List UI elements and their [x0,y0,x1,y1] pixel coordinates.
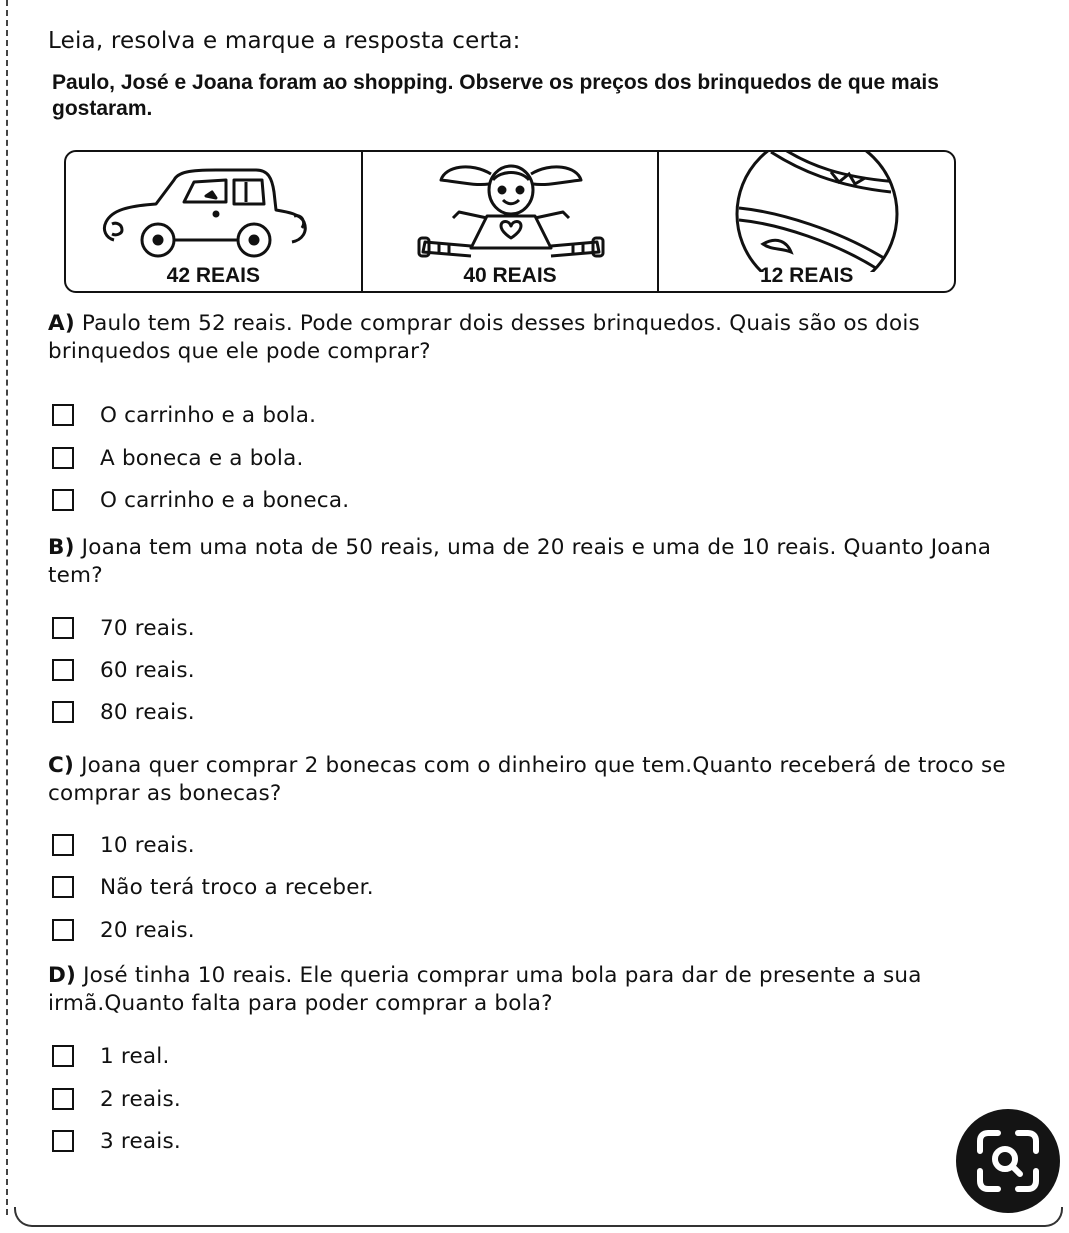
intro-text: Paulo, José e Joana foram ao shopping. Observe os preços dos brinquedos de que mais gostaram. [52,71,939,120]
option-label: 60 reais. [100,657,195,683]
answer-checkbox[interactable] [52,447,74,469]
answer-checkbox[interactable] [52,834,74,856]
question-d [48,962,1028,1018]
answer-checkbox[interactable] [52,1045,74,1067]
option-label: 80 reais. [100,699,195,725]
answer-checkbox[interactable] [52,1130,74,1152]
toy-price-ball: 12 REAIS [759,264,854,287]
page-border-left [6,0,8,1215]
ball-icon [659,152,957,272]
question-letter: C) [48,753,75,778]
answer-checkbox[interactable] [52,489,74,511]
option-d2[interactable] [52,1085,181,1113]
toy-cell-doll [361,152,658,291]
toy-price-table [64,150,956,293]
answer-checkbox[interactable] [52,1088,74,1110]
image-search-icon [956,1109,1060,1213]
option-b3[interactable] [52,698,195,726]
option-a3[interactable] [52,486,349,514]
question-letter: B) [48,535,75,560]
question-letter: D) [48,963,77,988]
question-text: Joana tem uma nota de 50 reais, uma de 20 reais e uma de 10 reais. Quanto Joana tem? [48,535,992,588]
answer-checkbox[interactable] [52,876,74,898]
option-label: 1 real. [100,1043,170,1069]
option-label: O carrinho e a bola. [100,402,317,428]
option-label: Não terá troco a receber. [100,874,374,900]
option-label: 3 reais. [100,1128,181,1154]
option-label: 20 reais. [100,917,195,943]
image-search-button[interactable] [956,1109,1060,1213]
option-b1[interactable] [52,614,195,642]
question-c [48,752,1028,808]
answer-checkbox[interactable] [52,659,74,681]
option-c3[interactable] [52,916,195,944]
option-label: O carrinho e a boneca. [100,487,350,513]
question-a [48,310,1028,366]
option-c2[interactable] [52,873,374,901]
option-a1[interactable] [52,401,316,429]
option-b2[interactable] [52,656,195,684]
option-label: 10 reais. [100,832,195,858]
toy-cell-ball [657,152,954,291]
doll-icon [363,152,659,272]
question-letter: A) [48,311,75,336]
toy-price-doll: 40 REAIS [463,264,557,287]
toy-price-car: 42 REAIS [166,264,261,287]
answer-checkbox[interactable] [52,404,74,426]
option-d3[interactable] [52,1127,181,1155]
toy-cell-car [66,152,361,291]
question-text: Joana quer comprar 2 bonecas com o dinheiro que tem.Quanto receberá de troco se comprar as bonecas? [48,753,1006,806]
question-b [48,534,1028,590]
option-label: 70 reais. [100,615,195,641]
option-c1[interactable] [52,831,195,859]
car-icon [66,152,356,272]
question-text: Paulo tem 52 reais. Pode comprar dois desses brinquedos. Quais são os dois brinquedos que ele pode comprar? [48,311,920,364]
answer-checkbox[interactable] [52,919,74,941]
question-text: José tinha 10 reais. Ele queria comprar uma bola para dar de presente a sua irmã.Quanto falta para poder comprar a bola? [48,963,922,1016]
option-label: 2 reais. [100,1086,181,1112]
page-border-bottom [14,1207,1063,1227]
option-d1[interactable] [52,1042,170,1070]
answer-checkbox[interactable] [52,701,74,723]
answer-checkbox[interactable] [52,617,74,639]
instruction-heading: Leia, resolva e marque a resposta certa: [48,28,521,54]
option-label: A boneca e a bola. [100,445,304,471]
option-a2[interactable] [52,444,303,472]
